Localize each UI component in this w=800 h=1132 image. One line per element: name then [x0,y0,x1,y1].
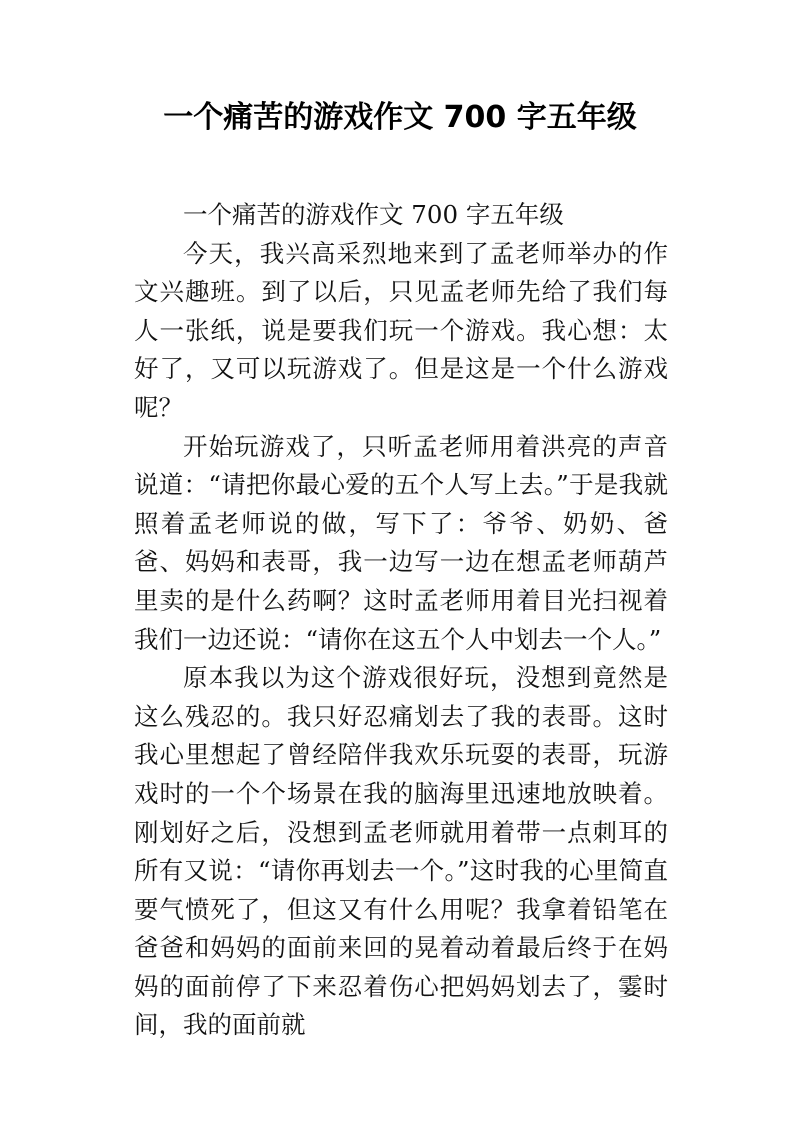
document-body [134,196,668,1045]
paragraph: 今天，我兴高采烈地来到了孟老师举办的作文兴趣班。到了以后，只见孟老师先给了我们每人一张纸，说是要我们玩一个游戏。我心想：太好了，又可以玩游戏了。但是这是一个什么游戏呢？ [134,238,668,422]
paragraph: 原本我以为这个游戏很好玩，没想到竟然是这么残忍的。我只好忍痛划去了我的表哥。这时我心里想起了曾经陪伴我欢乐玩耍的表哥，玩游戏时的一个个场景在我的脑海里迅速地放映着。刚划好之后，没想到孟老师就用着带一点刺耳的所有又说：“请你再划去一个。”这时我的心里简直要气愤死了，但这又有什么用呢？我拿着铅笔在爸爸和妈妈的面前来回的晃着动着最后终于在妈妈的面前停了下来忍着伤心把妈妈划去了，霎时间，我的面前就 [134,663,668,1040]
paragraph-subtitle: 一个痛苦的游戏作文 700 字五年级 [183,200,564,229]
paragraph: 开始玩游戏了，只听孟老师用着洪亮的声音说道：“请把你最心爱的五个人写上去。”于是我就照着孟老师说的做，写下了：爷爷、奶奶、爸爸、妈妈和表哥，我一边写一边在想孟老师葫芦里卖的是什么药啊？这时孟老师用着目光扫视着我们一边还说：“请你在这五个人中划去一个人。” [134,431,668,654]
document-title: 一个痛苦的游戏作文 700 字五年级 [163,100,637,135]
